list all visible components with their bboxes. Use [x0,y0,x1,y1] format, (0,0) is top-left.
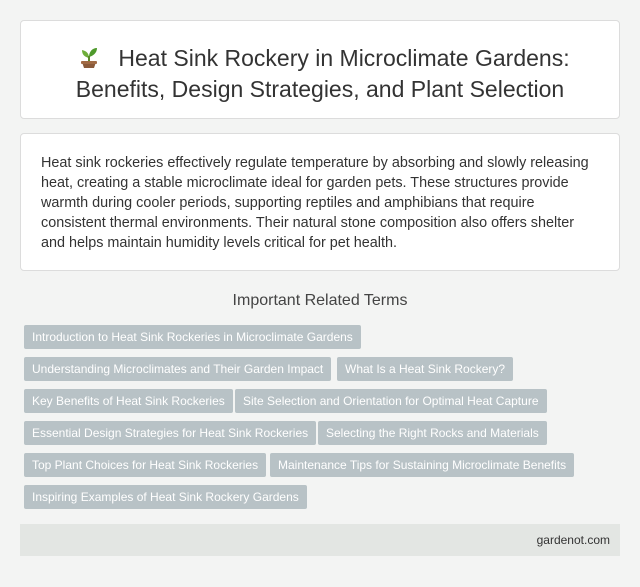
footer-bar [20,524,620,556]
summary-text: Heat sink rockeries effectively regulate temperature by absorbing and slowly releasing heat, creating a stable microclimate ideal for garden pets. These structures provide warmth during cooler periods, supporting reptiles and amphibians that require consistent thermal environments. Their natural stone composition also offers shelter and helps maintain humidity levels critical for pet health. [41,155,589,251]
summary-card [20,133,620,271]
title-card [20,20,620,119]
related-term-chip[interactable]: Inspiring Examples of Heat Sink Rockery Gardens [24,485,307,509]
sprout-icon [78,45,100,69]
page-title-line-2: Benefits, Design Strategies, and Plant Selection [75,76,565,102]
related-term-chip[interactable]: Understanding Microclimates and Their Garden Impact [24,357,331,381]
related-term-chip[interactable]: Essential Design Strategies for Heat Sink Rockeries [24,421,316,445]
related-term-chip[interactable]: Maintenance Tips for Sustaining Microclimate Benefits [270,453,574,477]
related-term-chip[interactable]: Top Plant Choices for Heat Sink Rockeries [24,453,266,477]
related-term-chip[interactable]: What Is a Heat Sink Rockery? [337,357,513,381]
related-terms-heading: Important Related Terms [232,292,408,309]
related-term-chip[interactable]: Introduction to Heat Sink Rockeries in Microclimate Gardens [24,325,361,349]
page-title-text-1: Heat Sink Rockery in Microclimate Gardens: [118,45,570,71]
related-term-chip[interactable]: Selecting the Right Rocks and Materials [318,421,547,445]
related-term-chip[interactable]: Site Selection and Orientation for Optimal Heat Capture [235,389,547,413]
page-title-line-1 [21,43,619,73]
related-term-chip[interactable]: Key Benefits of Heat Sink Rockeries [24,389,233,413]
footer-site-link[interactable]: gardenot.com [536,533,610,547]
